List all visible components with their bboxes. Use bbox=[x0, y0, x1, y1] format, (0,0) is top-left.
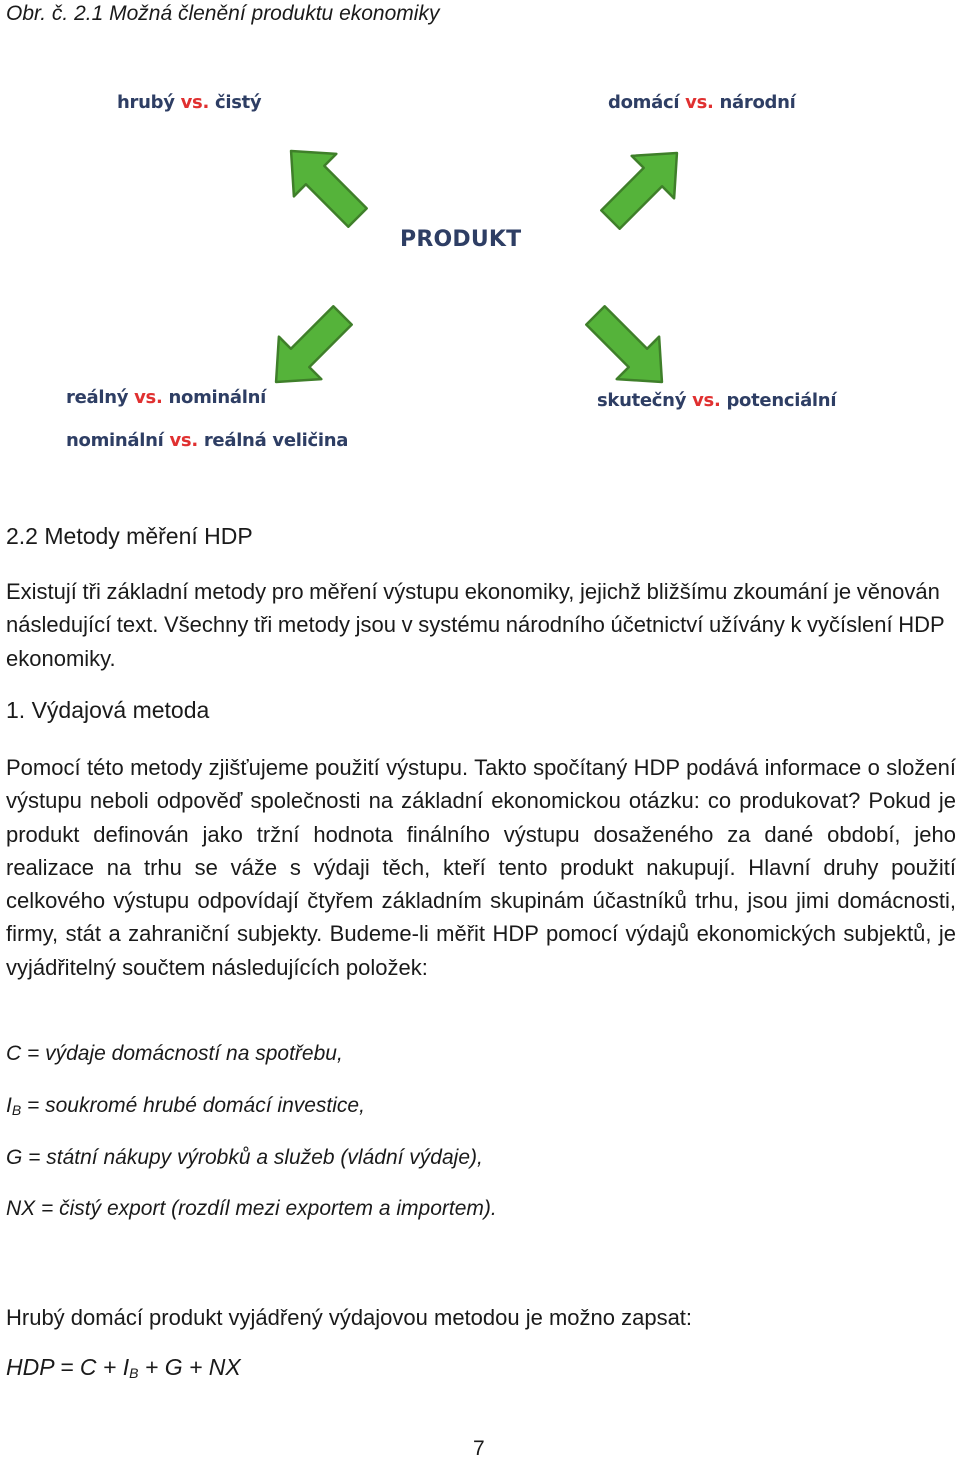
label-term: reálná veličina bbox=[203, 430, 349, 451]
section-heading: 2.2 Metody měření HDP bbox=[6, 523, 253, 549]
label-term: národní bbox=[719, 92, 796, 113]
label-domestic-vs-national bbox=[608, 92, 796, 113]
label-term: hrubý bbox=[117, 92, 175, 113]
method-heading: 1. Výdajová metoda bbox=[6, 697, 210, 723]
item-symbol: I bbox=[6, 1094, 12, 1117]
label-vs: vs. bbox=[169, 430, 198, 451]
list-item-net-export: NX = čistý export (rozdíl mezi exportem a importem). bbox=[6, 1197, 497, 1220]
section-intro-paragraph: Existují tři základní metody pro měření výstupu ekonomiky, jejichž bližšímu zkoumání je věnován následující text. Všechny tři metody jsou v systému národního účetnictví užívány k vyčíslení HDP ekonomiky. bbox=[6, 579, 945, 671]
label-term: potenciální bbox=[726, 390, 837, 411]
label-real-vs-nominal bbox=[66, 387, 266, 408]
label-term: skutečný bbox=[597, 390, 687, 411]
arrow-shape bbox=[574, 294, 683, 403]
center-label-product: PRODUKT bbox=[400, 227, 522, 252]
arrow-up-left-icon bbox=[270, 130, 380, 240]
label-term: nominální bbox=[66, 430, 164, 451]
label-term: čistý bbox=[214, 92, 262, 113]
arrow-shape bbox=[589, 132, 698, 241]
product-breakdown-diagram bbox=[0, 60, 960, 480]
label-vs: vs. bbox=[180, 92, 209, 113]
label-vs: vs. bbox=[685, 92, 714, 113]
label-term: nominální bbox=[168, 387, 267, 408]
formula-subscript: B bbox=[129, 1365, 139, 1381]
label-nominal-vs-real-quantity bbox=[66, 430, 348, 451]
label-term: reálný bbox=[66, 387, 129, 408]
formula-intro: Hrubý domácí produkt vyjádřený výdajovou metodou je možno zapsat: bbox=[6, 1305, 693, 1330]
list-item-investment bbox=[6, 1094, 365, 1118]
gdp-formula bbox=[6, 1354, 241, 1381]
arrow-down-left-icon bbox=[255, 293, 365, 403]
page-number: 7 bbox=[473, 1437, 485, 1460]
item-text: = soukromé hrubé domácí investice, bbox=[21, 1094, 365, 1117]
label-gross-vs-net bbox=[117, 92, 261, 113]
arrow-down-right-icon bbox=[573, 293, 683, 403]
list-item-government: G = státní nákupy výrobků a služeb (vládní výdaje), bbox=[6, 1146, 483, 1169]
arrow-up-right-icon bbox=[588, 132, 698, 242]
formula-part: HDP = C + I bbox=[6, 1354, 130, 1380]
label-term: domácí bbox=[608, 92, 680, 113]
item-subscript: B bbox=[11, 1102, 22, 1118]
method-paragraph: Pomocí této metody zjišťujeme použití výstupu. Takto spočítaný HDP podává informace o složení výstupu neboli odpověď společnosti na základní ekonomickou otázku: co produkovat? Pokud je produkt definován jako tržní hodnota finálního výstupu dosaženého za dané období, jeho realizace na trhu se váže s výdaji těch, kteří tento produkt nakupují. Hlavní druhy použití celkového výstupu odpovídají čtyřem základním skupinám účastníků trhu, jsou jimi domácnosti, firmy, stát a zahraniční subjekty. Budeme-li měřit HDP pomocí výdajů ekonomických subjektů, je vyjádřitelný součtem následujících položek: bbox=[6, 755, 956, 980]
formula-part: + G + NX bbox=[138, 1354, 241, 1380]
label-vs: vs. bbox=[134, 387, 163, 408]
figure-caption: Obr. č. 2.1 Možná členění produktu ekonomiky bbox=[6, 2, 440, 25]
arrow-shape bbox=[255, 294, 364, 403]
list-item-consumption: C = výdaje domácností na spotřebu, bbox=[6, 1042, 343, 1065]
arrow-shape bbox=[270, 130, 379, 239]
label-vs: vs. bbox=[692, 390, 721, 411]
